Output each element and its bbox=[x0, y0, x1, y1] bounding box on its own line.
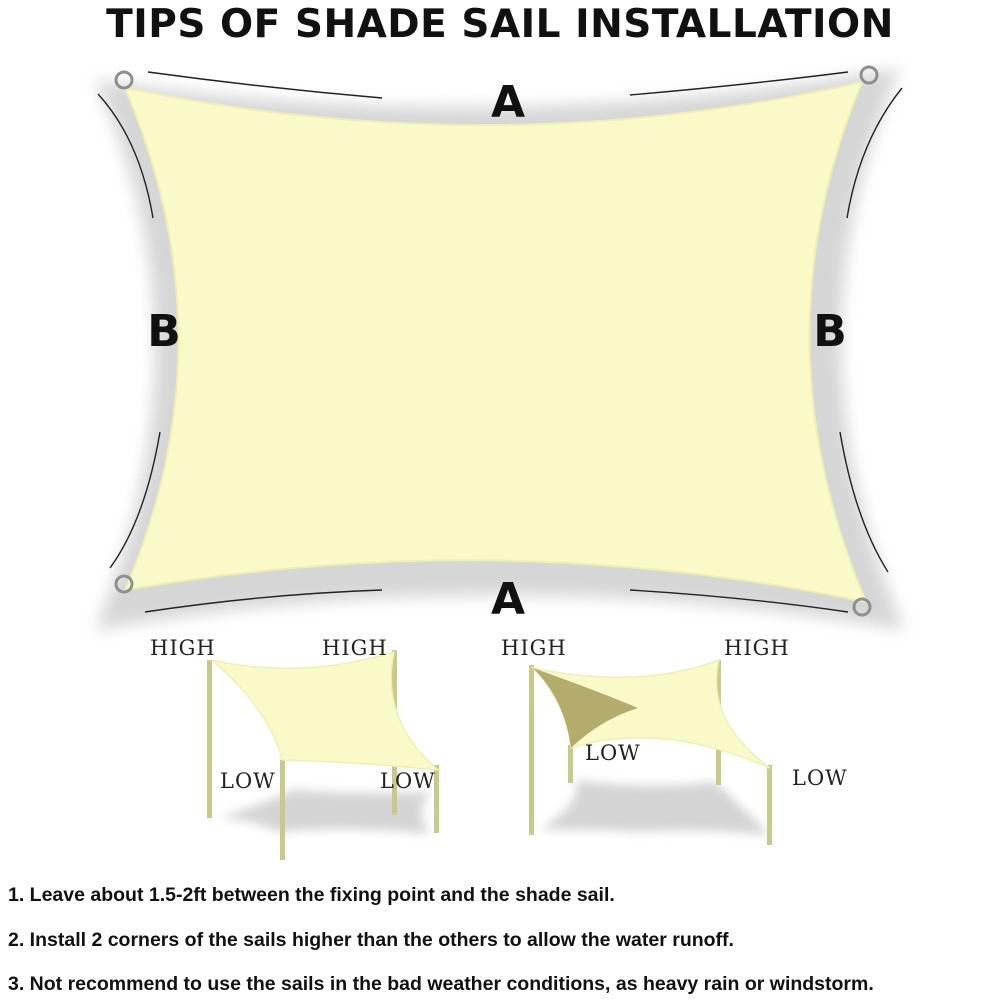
right-high-label: HIGH bbox=[501, 636, 567, 660]
right-high-label: HIGH bbox=[724, 636, 790, 660]
dimension-label-left: B bbox=[147, 306, 181, 357]
main-shade-sail bbox=[125, 82, 866, 602]
ground-shadow bbox=[540, 780, 770, 835]
right-low-label: LOW bbox=[585, 741, 641, 765]
tip-item: 3. Not recommend to use the sails in the bad weather conditions, as heavy rain or windstorm. bbox=[8, 973, 874, 995]
left-low-label: LOW bbox=[380, 769, 436, 793]
tip-item: 1. Leave about 1.5-2ft between the fixing point and the shade sail. bbox=[8, 884, 615, 906]
pole bbox=[529, 665, 534, 835]
pole bbox=[568, 745, 573, 783]
pole bbox=[767, 765, 772, 845]
dimension-label-top: A bbox=[490, 77, 526, 128]
page-title: TIPS OF SHADE SAIL INSTALLATION bbox=[106, 2, 894, 47]
dimension-label-right: B bbox=[813, 306, 847, 357]
right-installation-example bbox=[501, 636, 848, 845]
dimension-label-bottom: A bbox=[490, 574, 526, 625]
left-high-label: HIGH bbox=[322, 636, 388, 660]
pole bbox=[207, 660, 212, 818]
ground-shadow bbox=[218, 790, 432, 834]
right-low-label: LOW bbox=[792, 766, 848, 790]
left-high-label: HIGH bbox=[150, 636, 216, 660]
shade-sail bbox=[212, 652, 438, 770]
pole bbox=[280, 760, 285, 860]
left-low-label: LOW bbox=[220, 769, 276, 793]
tip-item: 2. Install 2 corners of the sails higher than the others to allow the water runoff. bbox=[8, 929, 734, 951]
left-installation-example bbox=[150, 636, 439, 860]
